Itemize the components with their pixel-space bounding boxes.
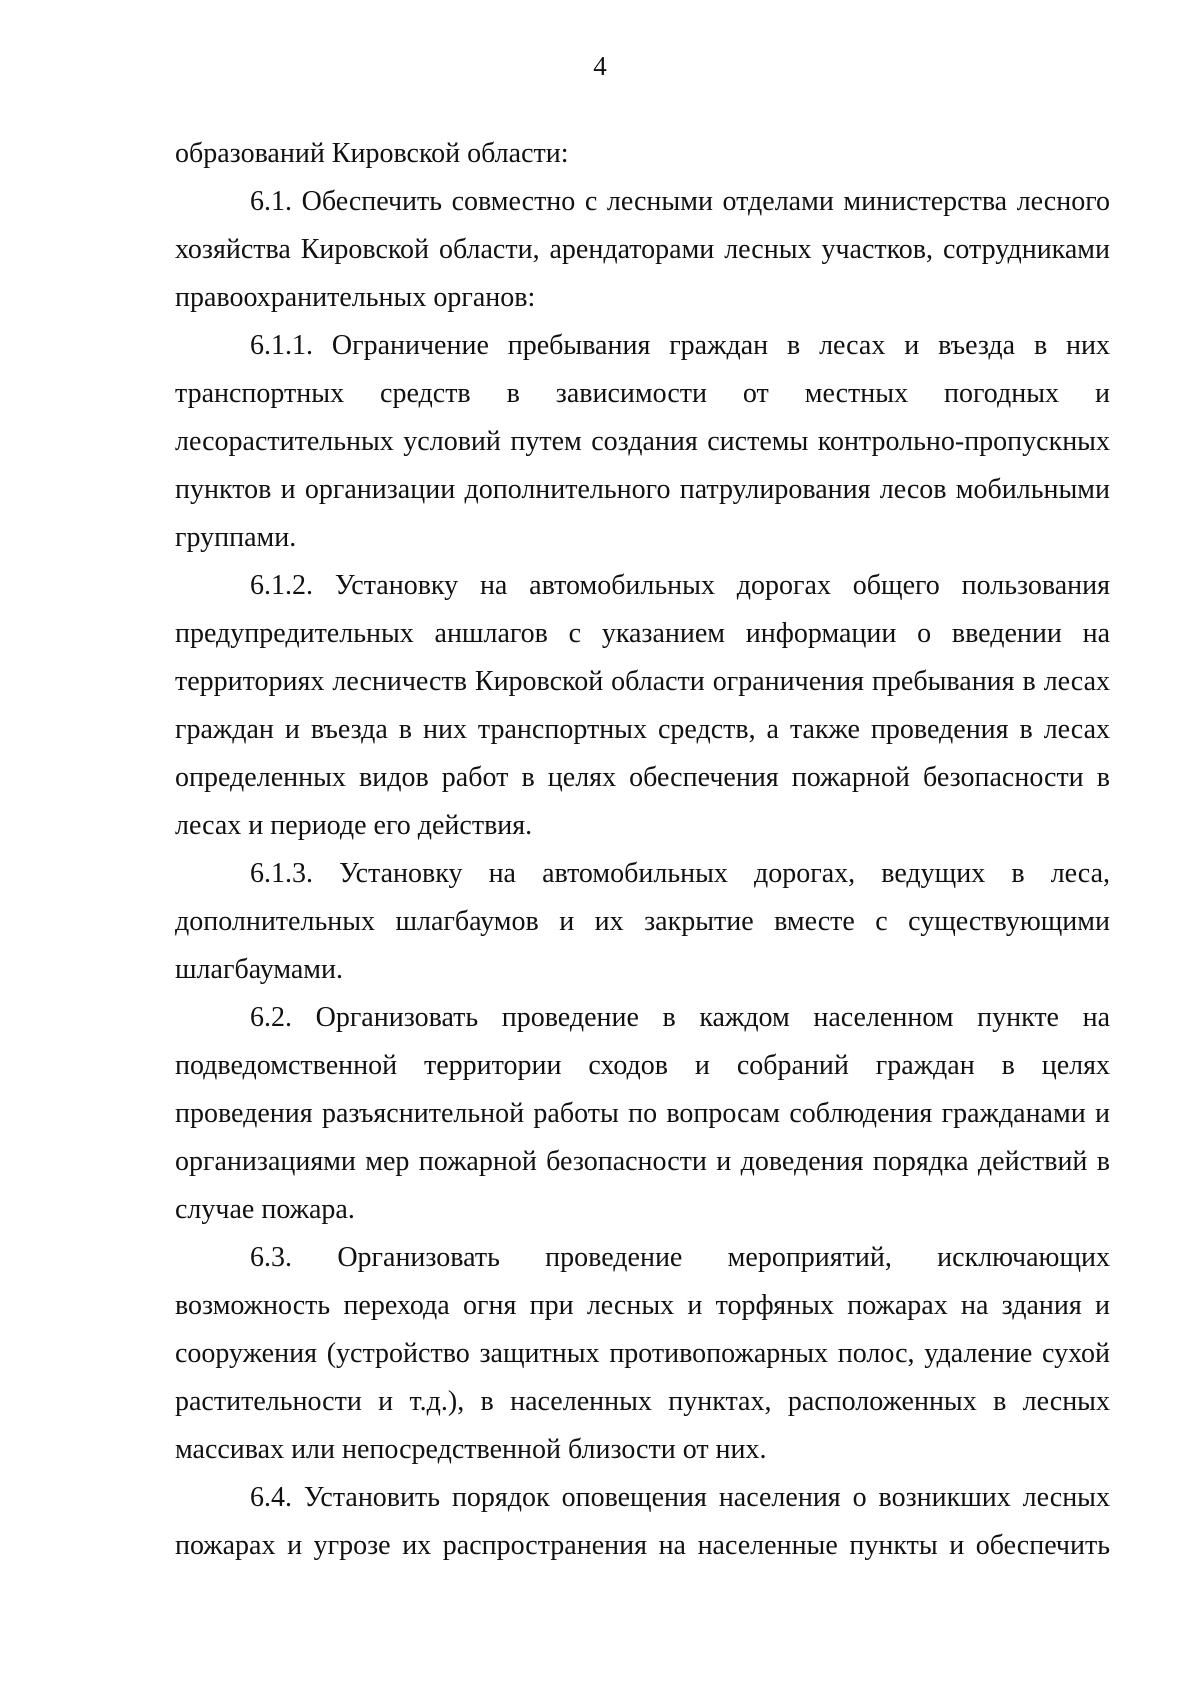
document-body [175, 130, 1110, 1570]
paragraph-6-1-1: 6.1.1. Ограничение пребывания граждан в лесах и въезда в них транспортных средств в зависимости от местных погодных и лесорастительных условий путем создания системы контрольно-пропускных пунктов и организации дополнительного патрулирования лесов мобильными группами. [175, 330, 1110, 553]
paragraph-6-4: 6.4. Установить порядок оповещения населения о возникших лесных пожарах и угрозе их распространения на населенные пункты и обеспечить [175, 1482, 1110, 1561]
paragraph-6-1: 6.1. Обеспечить совместно с лесными отделами министерства лесного хозяйства Кировской области, арендаторами лесных участков, сотрудниками правоохранительных органов: [175, 186, 1110, 313]
paragraph-6-1-3: 6.1.3. Установку на автомобильных дорогах, ведущих в леса, дополнительных шлагбаумов и их закрытие вместе с существующими шлагбаумами. [175, 858, 1110, 985]
paragraph-continuation: образований Кировской области: [175, 138, 569, 169]
paragraph-6-3: 6.3. Организовать проведение мероприятий, исключающих возможность перехода огня при лесных и торфяных пожарах на здания и сооружения (устройство защитных противопожарных полос, удаление сухой растительности и т.д.), в населенных пунктах, расположенных в лесных массивах или непосредственной близости от них. [175, 1242, 1110, 1465]
paragraph-6-2: 6.2. Организовать проведение в каждом населенном пункте на подведомственной территории сходов и собраний граждан в целях проведения разъяснительной работы по вопросам соблюдения гражданами и организациями мер пожарной безопасности и доведения порядка действий в случае пожара. [175, 1002, 1110, 1225]
page-number: 4 [593, 51, 607, 81]
paragraph-6-1-2: 6.1.2. Установку на автомобильных дорогах общего пользования предупредительных аншлагов с указанием информации о введении на территориях лесничеств Кировской области ограничения пребывания в лесах граждан и въезда в них транспортных средств, а также проведения в лесах определенных видов работ в целях обеспечения пожарной безопасности в лесах и периоде его действия. [175, 570, 1110, 841]
